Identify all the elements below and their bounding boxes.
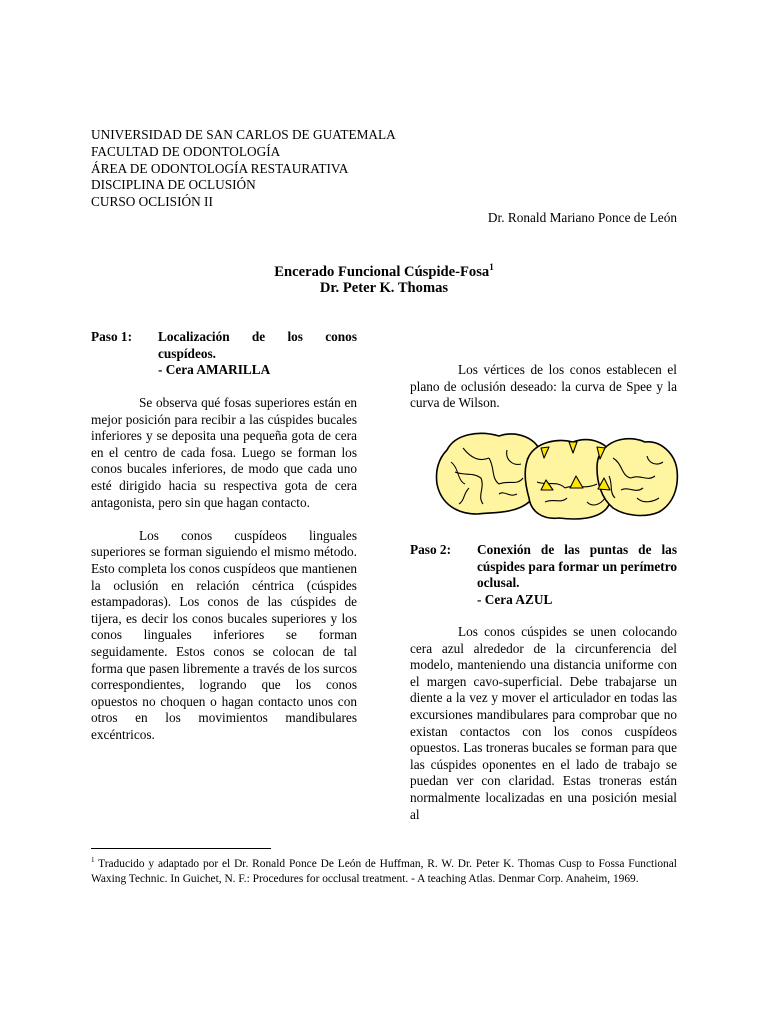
step-2-heading: [410, 542, 677, 610]
step-1-paragraph-2: Los conos cuspídeos linguales superiores se forman siguiendo el mismo método. Esto completa los conos cuspídeos que mantienen la oclusión en relación céntrica (cúspides estampadoras). Los conos de las cúspides de tijera, es decir los conos bucales superiores y los conos linguales inferiores se forman seguidamente. Estos conos se colocan de tal forma que pasen libremente a través de los surcos correspondientes, logrando que los conos opuestos no choquen o hagan contacto unos con otros en los movimientos mandibulares excéntricos.: [91, 527, 357, 742]
footnote-mark: 1: [91, 856, 95, 864]
step-1-paragraph-1: Se observa qué fosas superiores están en mejor posición para recibir a las cúspides bucales inferiores y se deposita una pequeña gota de cera en el centro de cada fosa. Luego se forman los conos bucales inferiores, de modo que cada uno esté dirigido hacia su respectiva gota de cera antagonista, pero sin que hagan contacto.: [91, 395, 357, 510]
header-line-faculty: FACULTAD DE ODONTOLOGÍA: [91, 143, 281, 159]
document-author: Dr. Ronald Mariano Ponce de León: [487, 210, 677, 225]
curve-intro-paragraph: Los vértices de los conos establecen el plano de oclusión deseado: la curva de Spee y la curva de Wilson.: [410, 362, 677, 411]
footnote-rule: [91, 848, 271, 849]
header-line-course: CURSO OCLISIÓN II: [91, 194, 213, 210]
step-1-number: Paso 1:: [91, 329, 132, 344]
step-1-body: [91, 395, 357, 743]
title-text: Encerado Funcional Cúspide-Fosa: [274, 263, 490, 280]
curve-intro: [410, 362, 677, 412]
step-2-body: [410, 624, 677, 840]
document-byline: Dr. Peter K. Thomas: [319, 280, 449, 296]
step-2-number: Paso 2:: [410, 542, 451, 557]
step-2-title: Conexión de las puntas de las cúspides para formar un perímetro oclusal.: [477, 542, 677, 591]
footnote: [91, 853, 677, 888]
step-2-paragraph: Los conos cúspides se unen colocando cera azul alrededor de la circunferencia del modelo, manteniendo una distancia uniforme con el margen cavo-superficial. Debe trabajarse un diente a la vez y mover el articulador en todas las excursiones mandibulares para comprobar que no existan contactos con los conos cuspídeos opuestos. Las troneras bucales se forman para que las cúspides oponentes en el lado de trabajo se puedan ver con claridad. Estas troneras están normalmente localizadas en una posición mesial al: [410, 624, 677, 822]
title-footnote-mark: 1: [489, 262, 494, 272]
waxed-teeth-illustration: [433, 428, 683, 524]
step-1-heading: [91, 329, 357, 381]
header-line-discipline: DISCIPLINA DE OCLUSIÓN: [91, 177, 256, 193]
step-1-wax: - Cera AMARILLA: [158, 362, 271, 378]
step-2-wax: - Cera AZUL: [477, 591, 553, 607]
institution-header: [91, 127, 396, 211]
step-1-title: Localización de los conos cuspídeos.: [158, 329, 357, 361]
footnote-text: Traducido y adaptado por el Dr. Ronald Ponce De León de Huffman, R. W. Dr. Peter K. Thomas Cusp to Fossa Functional Waxing Technic. In Guichet, N. F.: Procedures for occlusal treatment. - A teaching Atlas. Denmar Corp. Anaheim, 1969.: [91, 857, 677, 886]
header-line-university: UNIVERSIDAD DE SAN CARLOS DE GUATEMALA: [91, 127, 396, 142]
header-line-area: ÁREA DE ODONTOLOGÍA RESTAURATIVA: [91, 160, 349, 176]
